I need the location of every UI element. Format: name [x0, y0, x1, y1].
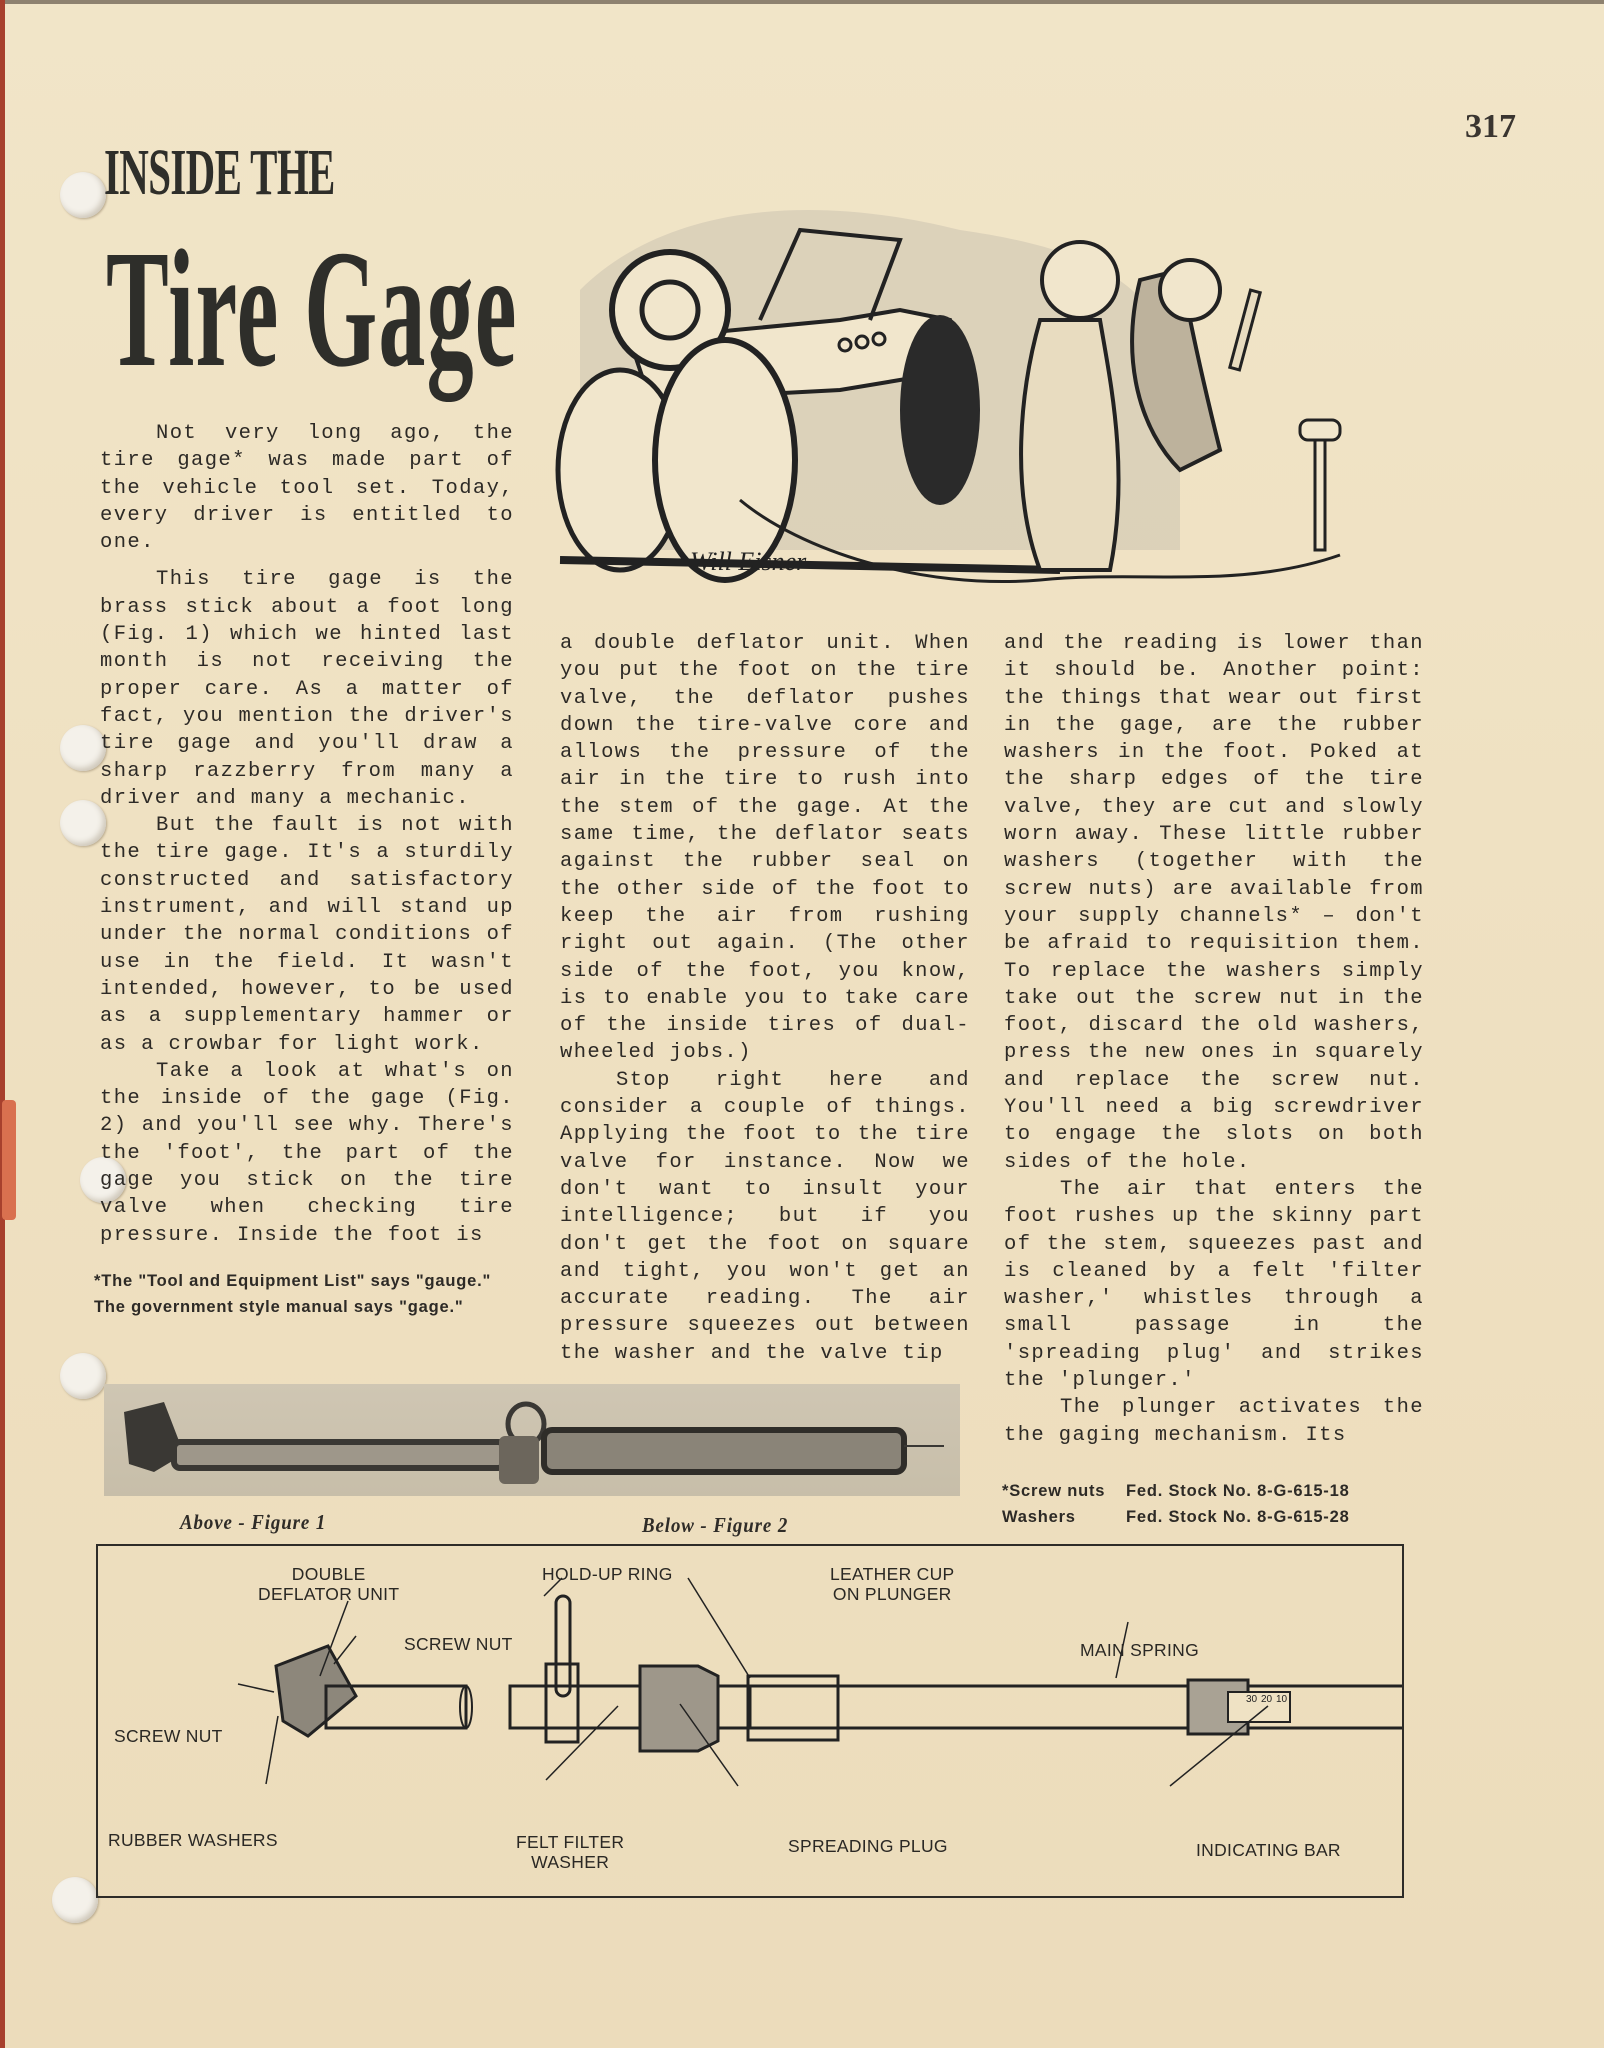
article-column-3: [1004, 630, 1424, 1449]
page-title: Tire Gage: [106, 216, 518, 402]
label-line: FELT FILTER: [516, 1832, 625, 1852]
svg-text:30: 30: [1246, 1694, 1258, 1705]
article-column-2: [560, 630, 970, 1367]
label-leather-cup-on-plunger: [830, 1564, 955, 1604]
label-line: DEFLATOR UNIT: [258, 1584, 400, 1604]
binder-hole: [52, 1877, 98, 1923]
svg-text:10: 10: [1276, 1694, 1288, 1705]
index-tab: [2, 1100, 16, 1220]
stock-ref: Fed. Stock No. 8-G-615-18: [1126, 1482, 1350, 1500]
stock-ref: Fed. Stock No. 8-G-615-28: [1126, 1508, 1350, 1526]
figure-1-caption: Above - Figure 1: [180, 1510, 327, 1534]
figure-2-cutaway-diagram: [96, 1544, 1404, 1898]
title-kicker: INSIDE THE: [104, 136, 335, 209]
svg-text:20: 20: [1261, 1694, 1273, 1705]
paragraph: a double deflator unit. When you put the foot on the tire valve, the deflator pushes down the tire-valve core and allows the pressure of the air in the tire to rush into the stem of the gage. At the same time, the deflator seats against the rubber seal on the other side of the foot to keep the air from rushing right out again. (The other side of the foot, you know, is to enable you to take care of the inside tires of dual-wheeled jobs.): [560, 632, 970, 1065]
label-felt-filter-washer: [516, 1832, 624, 1872]
top-edge-shadow: [0, 0, 1604, 4]
paragraph: Not very long ago, the tire gage* was made part of the vehicle tool set. Today, every driver is entitled to one.: [100, 422, 514, 555]
svg-text:Will Eisner: Will Eisner: [690, 547, 807, 576]
paragraph: The air that enters the foot rushes up the skinny part of the stem, squeezes past and is cleaned by a felt 'filter washer,' whistles through a small passage in the 'spreading plug' and strikes the 'plunger.': [1004, 1177, 1424, 1393]
article-column-1: [100, 420, 514, 1249]
label-spreading-plug: SPREADING PLUG: [788, 1836, 948, 1856]
paragraph: and the reading is lower than it should be. Another point: the things that wear out first in the gage, are the rubber washers in the foot. Poked at the sharp edges of the tire valve, they are cut and slowly worn away. These little rubber washers (together with the screw nuts) are available from your supply channels* – don't be afraid to requisition them. To replace the washers simply take out the screw nut in the foot, discard the old washers, press the new ones in squarely and replace the screw nut. You'll need a big screwdriver to engage the slots on both sides of the hole.: [1004, 632, 1424, 1174]
label-rubber-washers: RUBBER WASHERS: [108, 1830, 278, 1850]
paragraph: The plunger activates the the gaging mechanism. Its: [1004, 1396, 1424, 1447]
stock-row: [1002, 1478, 1442, 1504]
stock-row: [1002, 1504, 1442, 1530]
figure-1-photo: [104, 1384, 960, 1496]
label-screw-nut-top: SCREW NUT: [404, 1634, 513, 1654]
label-screw-nut-left: SCREW NUT: [114, 1726, 223, 1746]
label-double-deflator-unit: [258, 1564, 399, 1604]
figure-2-caption: Below - Figure 2: [642, 1513, 789, 1537]
binder-hole: [60, 1353, 106, 1399]
cartoon-illustration: [540, 170, 1420, 590]
paragraph: Take a look at what's on the inside of the gage (Fig. 2) and you'll see why. There's the 'foot', the part of the gage you stick on the tire valve when checking tire pressure. Inside the foot is: [100, 1059, 514, 1247]
binding-edge: [0, 0, 5, 2048]
spelling-footnote: *The "Tool and Equipment List" says "gauge." The government style manual says "gage.": [94, 1272, 492, 1316]
page-number: 317: [1465, 108, 1516, 145]
label-line: LEATHER CUP: [830, 1564, 955, 1584]
paragraph: This tire gage is the brass stick about a foot long (Fig. 1) which we hinted last month is not receiving the proper care. As a matter of fact, you mention the driver's tire gage and you'll draw a sharp razzberry from many a driver and many a mechanic.: [100, 568, 514, 810]
stock-item: *Screw nuts: [1002, 1482, 1106, 1500]
label-line: ON PLUNGER: [832, 1584, 952, 1604]
paragraph: Stop right here and consider a couple of things. Applying the foot to the tire valve for instance. Now we don't want to insult your intelligence; but if you don't get the foot on square and tight, you won't get an accurate reading. The air pressure squeezes out between the washer and the valve tip: [560, 1068, 970, 1365]
stock-number-footnote: [1002, 1478, 1442, 1530]
tire-gage-photo: [104, 1384, 960, 1496]
label-hold-up-ring: HOLD-UP RING: [542, 1564, 673, 1584]
label-line: WASHER: [531, 1852, 610, 1872]
binder-hole: [60, 172, 106, 218]
label-indicating-bar: INDICATING BAR: [1196, 1840, 1341, 1860]
label-line: DOUBLE: [291, 1564, 366, 1584]
paragraph: But the fault is not with the tire gage. It's a sturdily constructed and satisfactory instrument, and will stand up under the normal conditions of use in the field. It wasn't intended, however, to be used as a supplementary hammer or as a crowbar for light work.: [100, 814, 514, 1056]
label-main-spring: MAIN SPRING: [1080, 1640, 1200, 1660]
stock-item: Washers: [1002, 1508, 1076, 1526]
